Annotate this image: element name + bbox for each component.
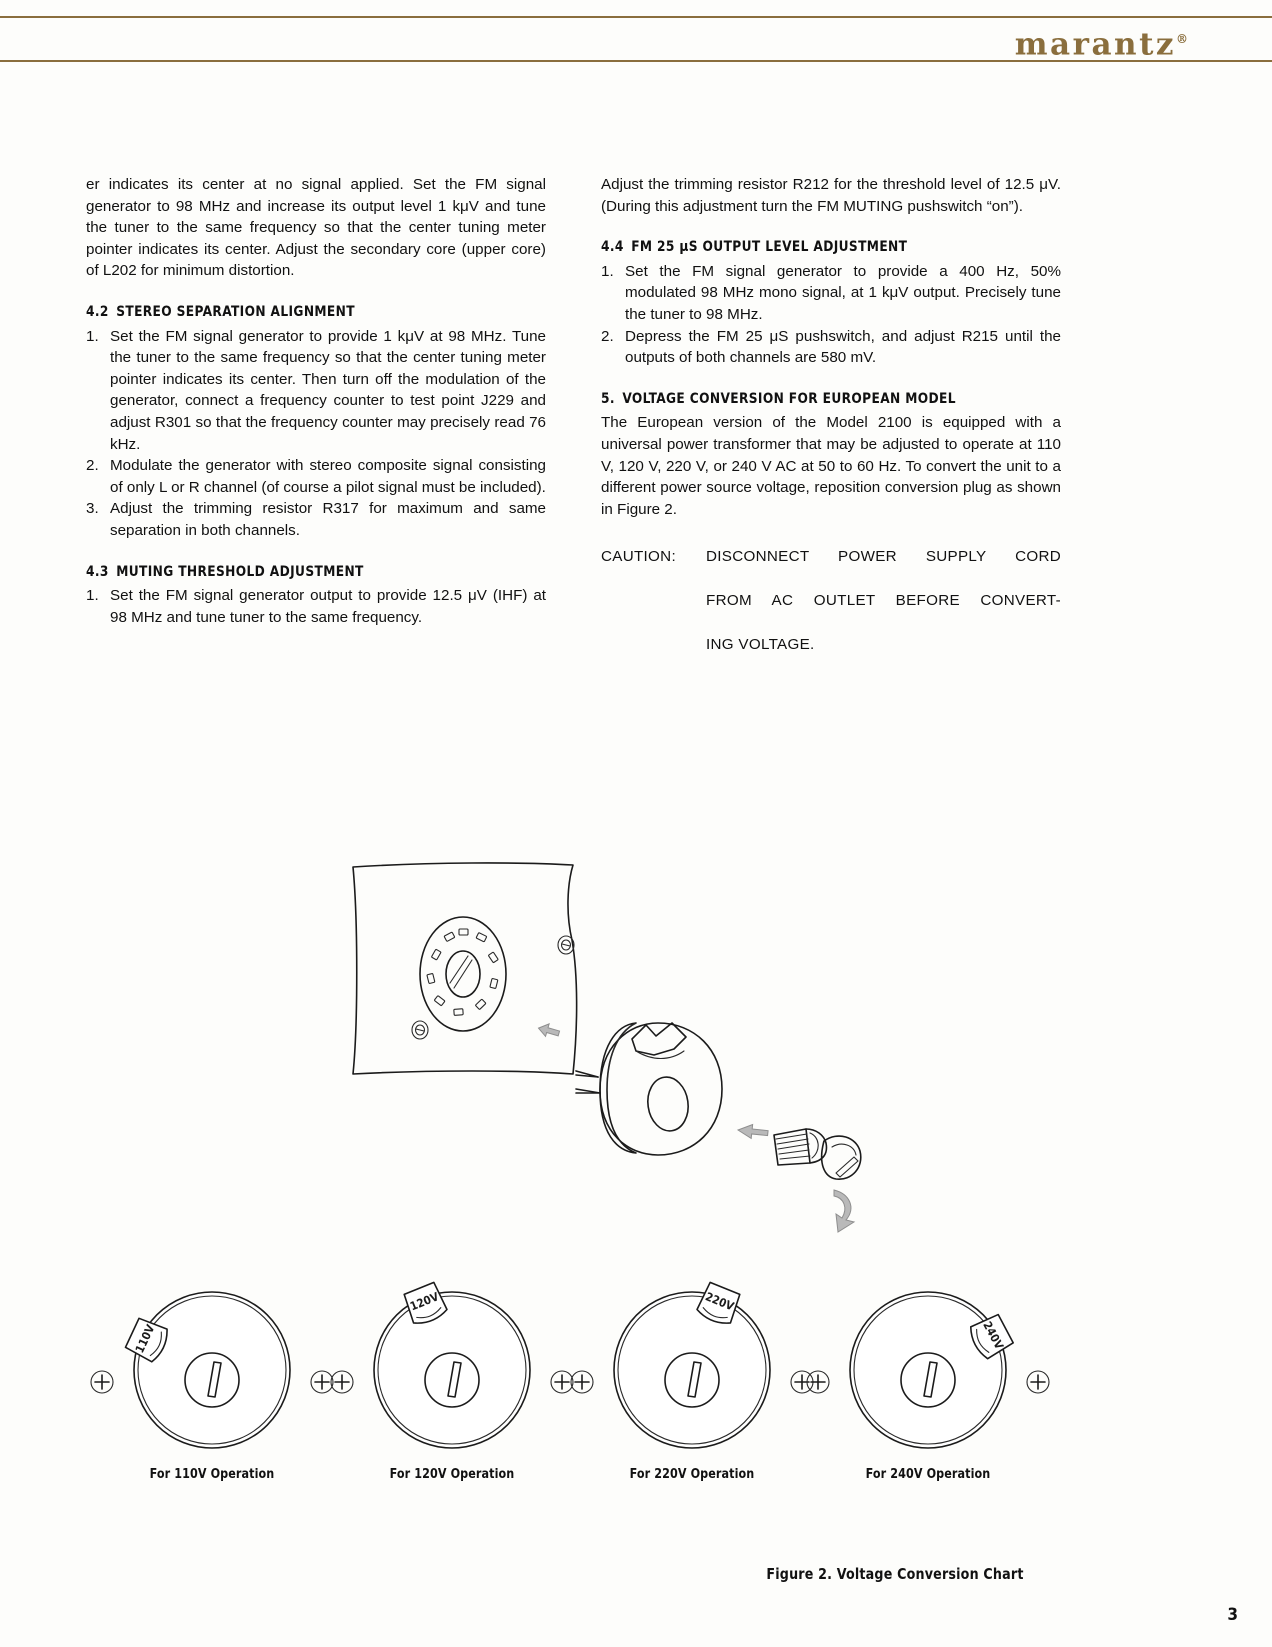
registered-trademark-icon: ®	[1176, 32, 1188, 46]
dial-caption-220v: For 220V Operation	[629, 1466, 755, 1482]
list-marker: 1.	[86, 587, 99, 605]
dial-voltage-label: 220V	[703, 1289, 737, 1314]
socket-plate	[420, 917, 506, 1031]
section-title: FM 25 μS OUTPUT LEVEL ADJUSTMENT	[631, 238, 908, 256]
dial-screw-right-icon	[311, 1371, 333, 1393]
brand-wordmark: marantz	[1014, 26, 1176, 63]
caution-label: CAUTION:	[601, 548, 676, 566]
dial-voltage-label: 110V	[132, 1322, 158, 1356]
list-marker: 2.	[601, 327, 614, 345]
list-text: Set the FM signal generator to provide a 400 Hz, 50% modulated 98 MHz mono signal, at 1 kμV output. Precisely tune the tuner to 98 MHz.	[625, 262, 1061, 323]
dial-240v	[807, 1292, 1049, 1448]
dial-screw-left-icon	[571, 1371, 593, 1393]
section-heading-4-2	[86, 301, 514, 323]
dial-120v	[331, 1282, 573, 1448]
caution-line: FROM AC OUTLET BEFORE CONVERT-	[706, 591, 1061, 609]
step-list-4-2	[86, 326, 546, 542]
list-item	[86, 585, 546, 628]
page-header	[0, 16, 1272, 62]
section-heading-5	[601, 388, 1029, 410]
section-number: 5.	[601, 389, 615, 407]
list-item	[601, 261, 1061, 326]
dial-caption-120v: For 120V Operation	[389, 1466, 515, 1482]
list-text: Set the FM signal generator output to provide 12.5 μV (IHF) at 98 MHz and tune tuner to the same frequency.	[110, 587, 546, 626]
dial-voltage-label: 240V	[980, 1318, 1007, 1352]
list-text: Set the FM signal generator to provide 1 kμV at 98 MHz. Tune the tuner to the same frequency so that the center tuning meter pointer indicates its center. Then turn off the modulation of the generator, connect a frequency counter to test point J229 and adjust R301 so that the frequency counter may precisely read 76 kHz.	[110, 327, 546, 453]
retaining-screw	[774, 1129, 861, 1179]
list-text: Modulate the generator with stereo composite signal consisting of only L or R channel (of course a pilot signal must be included).	[110, 457, 546, 496]
dial-screw-right-icon	[551, 1371, 573, 1393]
conversion-plug	[576, 1023, 722, 1155]
panel-screw-upper-icon	[558, 936, 574, 954]
list-marker: 1.	[601, 262, 614, 280]
page-number: 3	[1227, 1605, 1238, 1625]
caution-block	[601, 546, 1061, 655]
panel-direction-arrow-icon	[537, 1021, 561, 1039]
section-number: 4.4	[601, 238, 624, 256]
list-item	[86, 326, 546, 456]
list-text: Depress the FM 25 μS pushswitch, and adjust R215 until the outputs of both channels are 580 mV.	[625, 327, 1061, 367]
voltage-dial-row	[0, 1280, 1272, 1530]
section-title: MUTING THRESHOLD ADJUSTMENT	[116, 562, 364, 580]
step-list-4-4	[601, 261, 1061, 369]
dial-110v	[91, 1292, 333, 1448]
section-heading-4-3	[86, 561, 514, 583]
header-rule-top	[0, 16, 1272, 18]
section-title: STEREO SEPARATION ALIGNMENT	[116, 302, 355, 320]
section-5-paragraph: The European version of the Model 2100 is equipped with a universal power transformer that may be adjusted to operate at 110 V, 120 V, 220 V, or 240 V AC at 50 to 60 Hz. To convert the unit to a different power source voltage, reposition conversion plug as shown in Figure 2.	[601, 414, 1061, 518]
list-marker: 3.	[86, 500, 99, 518]
marantz-logo	[1015, 20, 1188, 63]
list-text: Adjust the trimming resistor R317 for maximum and same separation in both channels.	[110, 500, 546, 539]
section-number: 4.3	[86, 562, 109, 580]
continued-paragraph-left: er indicates its center at no signal applied. Set the FM signal generator to 98 MHz and increase its output level 1 kμV and tune the tuner to the same frequency so that the center tuning meter pointer indicates its center. Adjust the secondary core (upper core) of L202 for minimum distortion.	[86, 176, 546, 280]
dial-screw-right-icon	[1027, 1371, 1049, 1393]
step-list-4-3	[86, 585, 546, 628]
dial-voltage-label: 120V	[407, 1289, 441, 1314]
rotation-arrow-icon	[834, 1190, 854, 1232]
left-column	[86, 174, 546, 628]
exploded-view-illustration	[0, 840, 1272, 1260]
dial-screw-left-icon	[807, 1371, 829, 1393]
list-item	[86, 455, 546, 498]
list-item	[86, 498, 546, 541]
list-item	[601, 326, 1061, 369]
chassis-panel	[353, 863, 577, 1074]
right-column	[601, 174, 1061, 655]
figure-2	[0, 840, 1272, 1630]
continued-paragraph-right: Adjust the trimming resistor R212 for the threshold level of 12.5 μV. (During this adjustment turn the FM MUTING pushswitch “on”).	[601, 176, 1061, 215]
panel-screw-lower-icon	[412, 1021, 428, 1039]
list-marker: 2.	[86, 457, 99, 475]
list-marker: 1.	[86, 327, 99, 345]
assembly-arrow-icon	[737, 1123, 768, 1140]
dial-220v	[571, 1282, 813, 1448]
dial-caption-240v: For 240V Operation	[865, 1466, 991, 1482]
section-title: VOLTAGE CONVERSION FOR EUROPEAN MODEL	[622, 389, 956, 407]
dial-screw-left-icon	[331, 1371, 353, 1393]
section-heading-4-4	[601, 236, 1029, 258]
dial-screw-left-icon	[91, 1371, 113, 1393]
caution-line: DISCONNECT POWER SUPPLY CORD	[706, 548, 1061, 566]
dial-caption-110v: For 110V Operation	[149, 1466, 275, 1482]
figure-caption: Figure 2. Voltage Conversion Chart	[766, 1565, 1024, 1583]
section-number: 4.2	[86, 302, 109, 320]
caution-line: ING VOLTAGE.	[706, 635, 815, 653]
